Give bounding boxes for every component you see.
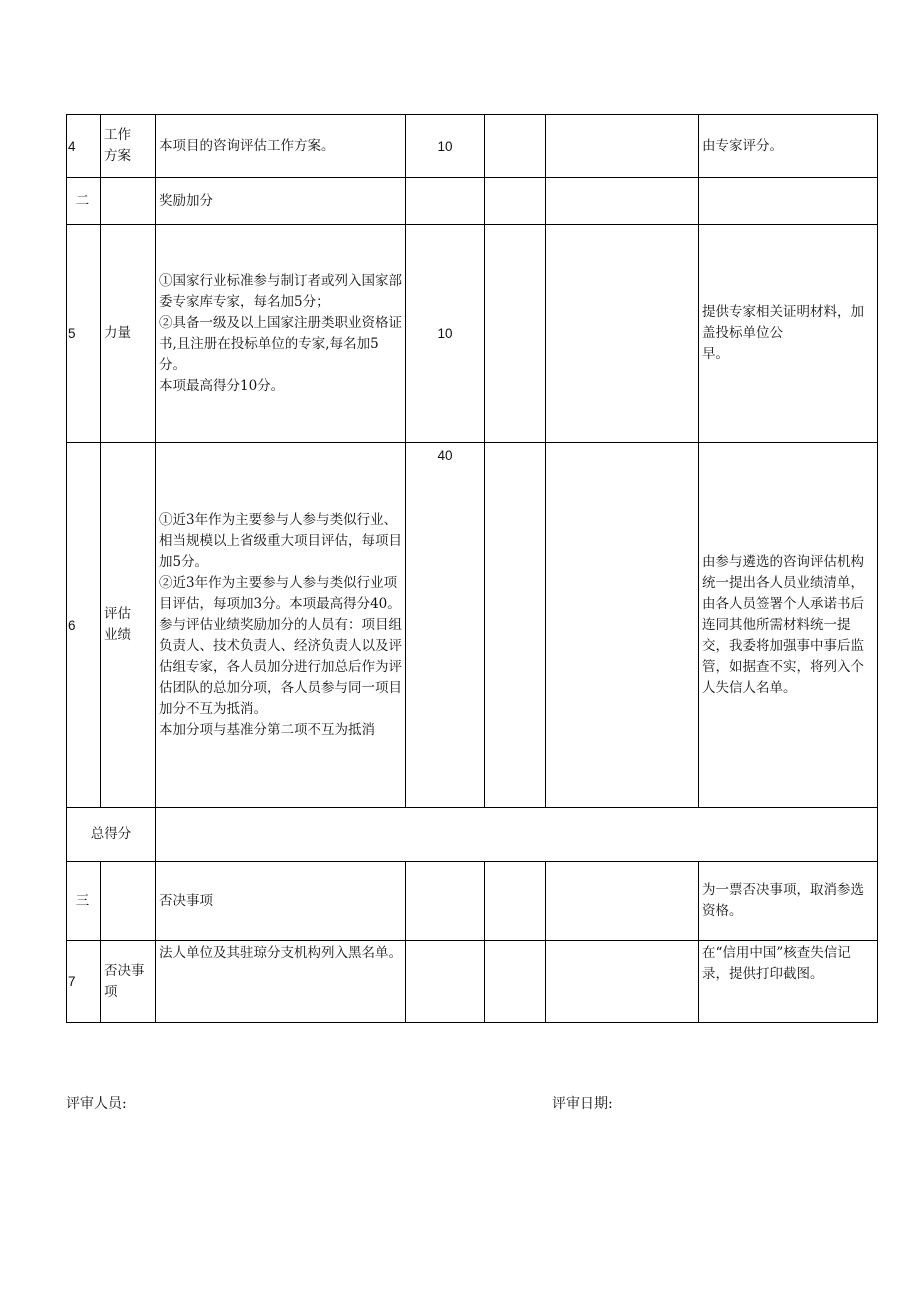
blank-cell	[546, 115, 699, 178]
remark	[699, 178, 878, 225]
item-name	[101, 178, 156, 225]
row-number: 5	[67, 225, 101, 443]
blank-cell	[546, 178, 699, 225]
item-name: 力量	[101, 225, 156, 443]
item-name: 评估 业绩	[101, 443, 156, 808]
table-row	[67, 941, 878, 1023]
item-name	[101, 862, 156, 941]
table-row	[67, 862, 878, 941]
blank-cell	[485, 443, 546, 808]
blank-cell	[485, 941, 546, 1023]
total-label: 总得分	[67, 808, 156, 862]
scoring-table	[66, 114, 878, 1023]
section-title: 否决事项	[156, 862, 406, 941]
max-score: 10	[406, 225, 485, 443]
total-row	[67, 808, 878, 862]
max-score	[406, 862, 485, 941]
section-number: 二	[67, 178, 101, 225]
blank-cell	[546, 941, 699, 1023]
table-row	[67, 443, 878, 808]
item-content: 本项目的咨询评估工作方案。	[156, 115, 406, 178]
remark: 在“信用中国”核查失信记录，提供打印截图。	[699, 941, 878, 1023]
remark: 提供专家相关证明材料，加盖投标单位公 早。	[699, 225, 878, 443]
blank-cell	[546, 443, 699, 808]
blank-cell	[485, 115, 546, 178]
row-number: 6	[67, 443, 101, 808]
blank-cell	[485, 862, 546, 941]
item-name: 工作 方案	[101, 115, 156, 178]
total-value	[156, 808, 878, 862]
row-number: 7	[67, 941, 101, 1023]
max-score	[406, 178, 485, 225]
blank-cell	[546, 225, 699, 443]
section-title: 奖励加分	[156, 178, 406, 225]
table-row	[67, 115, 878, 178]
blank-cell	[485, 178, 546, 225]
remark: 为一票否决事项，取消参选资格。	[699, 862, 878, 941]
table-row	[67, 225, 878, 443]
reviewer-label: 评审人员:	[66, 1096, 127, 1112]
item-name: 否决事 项	[101, 941, 156, 1023]
table-row	[67, 178, 878, 225]
section-number: 三	[67, 862, 101, 941]
blank-cell	[485, 225, 546, 443]
remark: 由专家评分。	[699, 115, 878, 178]
review-date-label: 评审日期:	[552, 1096, 613, 1112]
row-number: 4	[67, 115, 101, 178]
max-score: 40	[406, 443, 485, 808]
item-content: ①国家行业标准参与制订者或列入国家部委专家库专家，每名加5分； ②具备一级及以上国家注册类职业资格证书,且注册在投标单位的专家,每名加5分。 本项最高得分10分。	[156, 225, 406, 443]
max-score: 10	[406, 115, 485, 178]
remark: 由参与遴选的咨询评估机构统一提出各人员业绩清单，由各人员签署个人承诺书后连同其他所需材料统一提交，我委将加强事中事后监管，如据查不实，将列入个人失信人名单。	[699, 443, 878, 808]
blank-cell	[546, 862, 699, 941]
max-score	[406, 941, 485, 1023]
item-content: ①近3年作为主要参与人参与类似行业、相当规模以上省级重大项目评估，每项目加5分。 ②近3年作为主要参与人参与类似行业项目评估，每项加3分。本项最高得分40。 参与评估业绩奖励加分的人员有：项目组负责人、技术负责人、经济负责人以及评估组专家，各人员加分进行加总后作为评估团队的总加分项，各人员参与同一项目加分不互为抵消。 本加分项与基准分第二项不互为抵消	[156, 443, 406, 808]
item-content: 法人单位及其驻琼分支机构列入黑名单。	[156, 941, 406, 1023]
